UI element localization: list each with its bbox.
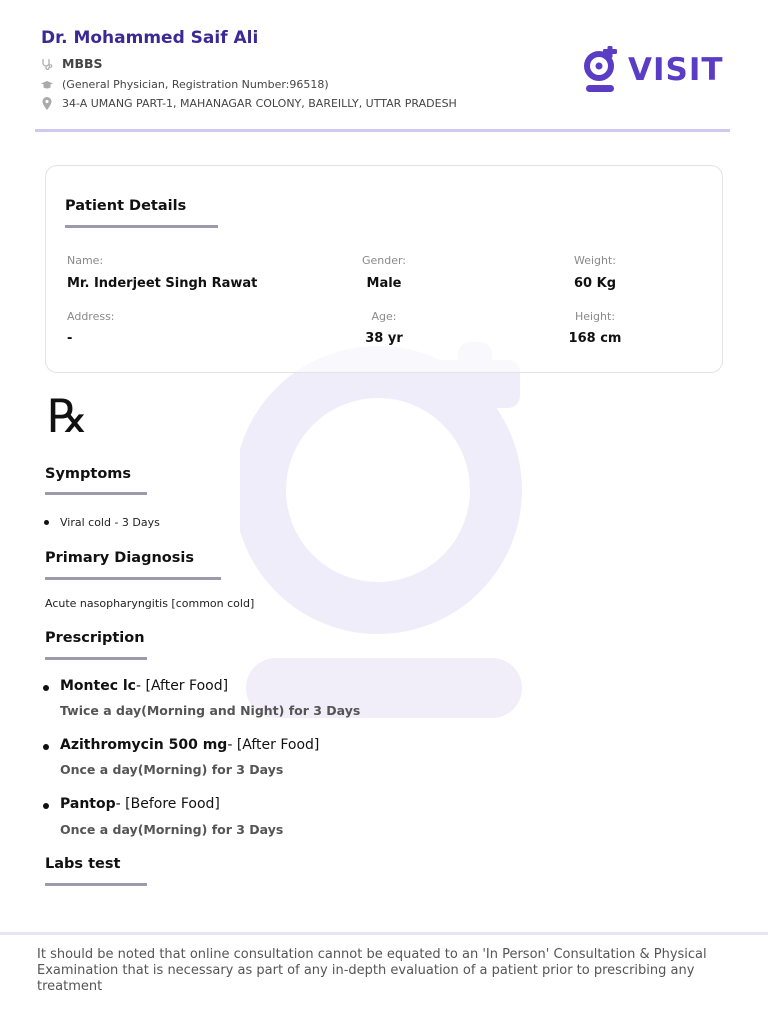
medicine-dosage: Once a day(Morning) for 3 Days (60, 822, 284, 837)
patient-gender-label: Gender: (361, 254, 407, 267)
symptoms-underline (45, 492, 147, 495)
symptom-bullet (44, 520, 49, 525)
doctor-registration: (General Physician, Registration Number:96518) (62, 78, 329, 91)
patient-name-label: Name: (67, 254, 104, 267)
patient-age: 38 yr (365, 331, 403, 346)
medicine-bullet (43, 744, 49, 750)
footer-disclaimer: It should be noted that online consultation cannot be equated to an 'In Person' Consultation & Physical Examination that is necessary as part of any in-depth evaluation of a patient prior to prescribing any treatment (37, 947, 707, 994)
symptoms-title: Symptoms (45, 466, 132, 482)
labs-title: Labs test (45, 856, 121, 872)
medicine-timing: - [After Food] (227, 737, 320, 753)
diagnosis-title: Primary Diagnosis (45, 550, 194, 566)
patient-age-label: Age: (371, 310, 397, 323)
doctor-degree: MBBS (62, 56, 103, 71)
graduation-cap-icon (40, 80, 54, 90)
medicine-bullet (43, 685, 49, 691)
visit-watermark-logo (240, 340, 530, 730)
patient-height-label: Height: (574, 310, 616, 323)
patient-gender: Male (366, 276, 402, 291)
diagnosis-underline (45, 577, 221, 580)
patient-address: - (67, 331, 73, 346)
doctor-degree-row (40, 56, 103, 71)
doctor-address: 34-A UMANG PART-1, MAHANAGAR COLONY, BAREILLY, UTTAR PRADESH (62, 97, 457, 110)
medicine-item (60, 796, 220, 812)
prescription-title: Prescription (45, 630, 145, 646)
patient-weight-label: Weight: (573, 254, 617, 267)
medicine-dosage: Twice a day(Morning and Night) for 3 Days (60, 703, 361, 718)
patient-height: 168 cm (568, 331, 622, 346)
medicine-name: Montec lc (60, 678, 136, 694)
medicine-timing: - [Before Food] (115, 796, 220, 812)
visit-logo-text: VISIT (628, 52, 724, 88)
prescription-underline (45, 657, 147, 660)
medicine-name: Pantop (60, 796, 116, 812)
medicine-name: Azithromycin 500 mg (60, 737, 228, 753)
doctor-name: Dr. Mohammed Saif Ali (41, 28, 259, 48)
patient-details-title: Patient Details (65, 198, 187, 214)
diagnosis-text: Acute nasopharyngitis [common cold] (45, 597, 255, 610)
doctor-address-row (40, 97, 457, 110)
patient-name: Mr. Inderjeet Singh Rawat (67, 276, 258, 291)
medicine-timing: - [After Food] (135, 678, 229, 694)
visit-logo (582, 46, 724, 94)
labs-underline (45, 883, 147, 886)
patient-details-underline (65, 225, 218, 228)
footer-divider (0, 932, 768, 935)
patient-address-label: Address: (67, 310, 115, 323)
location-pin-icon (40, 97, 54, 110)
header-divider (35, 129, 730, 132)
doctor-registration-row (40, 78, 329, 91)
medicine-dosage: Once a day(Morning) for 3 Days (60, 762, 284, 777)
patient-weight: 60 Kg (574, 276, 616, 291)
stethoscope-icon (40, 58, 54, 70)
medicine-bullet (43, 803, 49, 809)
medicine-item (60, 678, 228, 694)
visit-logo-icon (582, 46, 620, 94)
medicine-item (60, 737, 319, 753)
rx-symbol: ℞ (47, 389, 89, 443)
symptom-item: Viral cold - 3 Days (60, 516, 160, 529)
